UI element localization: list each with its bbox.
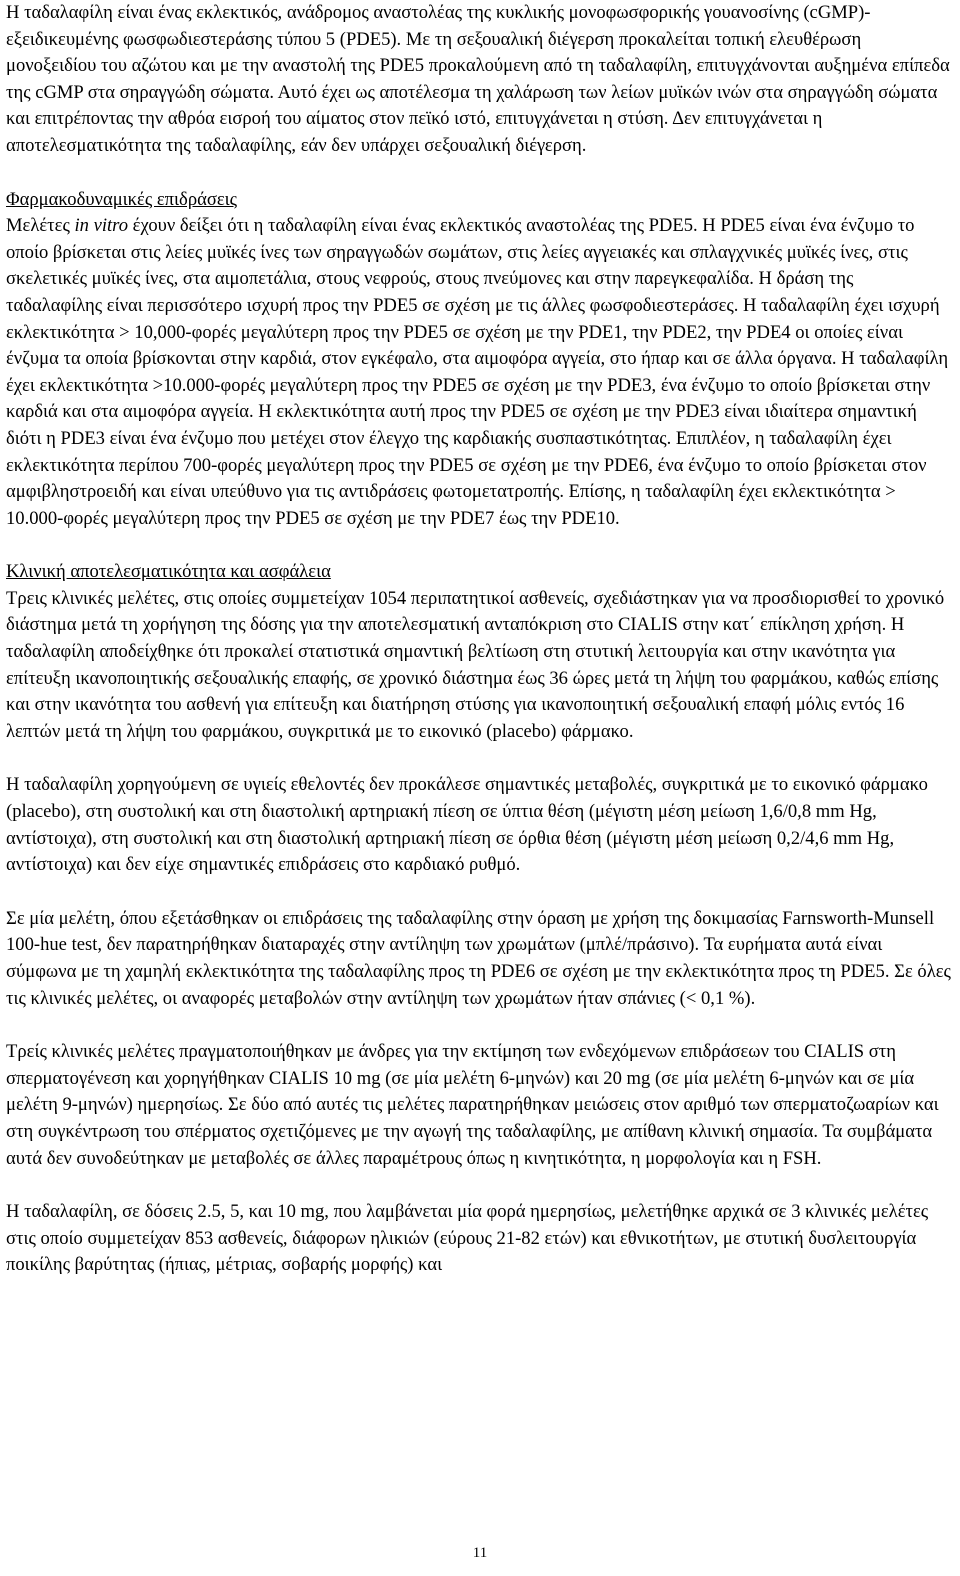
pharmacodynamics-text-rest: έχουν δείξει ότι η ταδαλαφίλη είναι ένας εκλεκτικός αναστολέας της PDE5. Η PDE5 είναι ένα ένζυμο το οποίο βρίσκεται στις λείες μυϊκές ίνες των σηραγγωδών σωμάτων, στις λείες αγγειακές και σπλαγχνικές μυϊκές ίνες, στις σκελετικές μυϊκές ίνες, στα αιμοπετάλια, στους νεφρούς, στους πνεύμονες και στην παρεγκεφαλίδα. Η δράση της ταδαλαφίλης είναι περισσότερο ισχυρή προς την PDE5 σε σχέση με τις άλλες φωσφοδιεστεράσες. Η ταδαλαφίλη έχει ισχυρή εκλεκτικότητα > 10,000-φορές μεγαλύτερη προς την PDE5 σε σχέση με την PDE1, την PDE2, την PDE4 οι οποίες είναι ένζυμα τα οποία βρίσκονται στην καρδιά, στον εγκέφαλο, στα αιμοφόρα αγγεία, στο ήπαρ και σε άλλα όργανα. Η ταδαλαφίλη έχει εκλεκτικότητα >10.000-φορές μεγαλύτερη προς την PDE5 σε σχέση με την PDE3, ένα ένζυμο το οποίο βρίσκεται στην καρδιά και στα αιμοφόρα αγγεία. Η εκλεκτικότητα αυτή προς την PDE5 σε σχέση με την PDE3 είναι ιδιαίτερα σημαντική διότι η PDE3 είναι ένα ένζυμο που μετέχει στον έλεγχο της καρδιακής συσπαστικότητας. Επιπλέον, η ταδαλαφίλη έχει εκλεκτικότητα περίπου 700-φορές μεγαλύτερη προς την PDE5 σε σχέση με την PDE6, ένα ένζυμο το οποίο βρίσκεται στον αμφιβληστροειδή και είναι υπεύθυνο για τις αντιδράσεις φωτομετατροπής. Επίσης, η ταδαλαφίλη έχει εκλεκτικότητα > 10.000-φορές μεγαλύτερη προς την PDE5 σε σχέση με την PDE7 έως την PDE10.	[6, 215, 949, 529]
pharmacodynamics-heading: Φαρμακοδυναμικές επιδράσεις	[6, 188, 238, 210]
pharmacodynamics-text-start: Μελέτες	[6, 215, 75, 237]
page-number: 11	[472, 1545, 488, 1561]
efficacy-heading: Κλινική αποτελεσματικότητα και ασφάλεια	[6, 561, 331, 583]
efficacy-paragraph: Τρεις κλινικές μελέτες, στις οποίες συμμετείχαν 1054 περιπατητικοί ασθενείς, σχεδιάστηκαν για να προσδιορισθεί το χρονικό διάστημα μετά τη χορήγηση της δόσης για την αποτελεσματική ανταπόκριση στο CIALIS στην κατ΄ επίκληση χρήση. Η ταδαλαφίλη αποδείχθηκε ότι προκαλεί στατιστικά σημαντική βελτίωση στη στυτική λειτουργία και στην ικανότητα για επίτευξη ικανοποιητικής σεξουαλικής επαφής, σε χρονικό διάστημα έως 36 ώρες μετά τη λήψη του φαρμάκου, καθώς επίσης και στην ικανότητα του ασθενή για επίτευξη και διατήρηση στύσης για ικανοποιητική σεξουαλική επαφή μόλις εντός 16 λεπτών μετά τη λήψη του φαρμάκου, συγκριτικά με το εικονικό (placebo) φάρμακο.	[6, 587, 945, 742]
intro-paragraph: Η ταδαλαφίλη είναι ένας εκλεκτικός, ανάδρομος αναστολέας της κυκλικής μονοφωσφορικής γουανοσίνης (cGMP)-εξειδικευμένης φωσφωδιεστεράσης τύπου 5 (PDE5). Με τη σεξουαλική διέγερση προκαλείται τοπική ελευθέρωση μονοξειδίου του αζώτου και με την αναστολή της PDE5 προκαλούμενη από τη ταδαλαφίλη, επιτυγχάνονται αυξημένα επίπεδα της cGMP στα σηραγγώδη σώματα. Αυτό έχει ως αποτέλεσμα τη χαλάρωση των λείων μυϊκών ινών στα σηραγγώδη σώματα και επιτρέποντας την αθρόα εισροή του αίματος στον πεϊκό ιστό, επιτυγχάνεται η στύση. Δεν επιτυγχάνεται η αποτελεσματικότητα της ταδαλαφίλης, εάν δεν υπάρχει σεξουαλική διέγερση.	[6, 2, 950, 156]
document-page	[6, 0, 954, 1279]
pharmacodynamics-paragraph	[6, 213, 954, 532]
in-vitro-term: in vitro	[74, 215, 129, 237]
blood-pressure-paragraph: Η ταδαλαφίλη χορηγούμενη σε υγιείς εθελοντές δεν προκάλεσε σημαντικές μεταβολές, συγκριτικά με το εικονικό φάρμακο (placebo), στη συστολική και στη διαστολική αρτηριακή πίεση σε ύπτια θέση (μέγιστη μέση μείωση 1,6/0,8 mm Hg, αντίστοιχα), στη συστολική και στη διαστολική αρτηριακή πίεση σε όρθια θέση (μέγιστη μέση μείωση 0,2/4,6 mm Hg, αντίστοιχα) και δεν είχε σημαντικές επιδράσεις στο καρδιακό ρυθμό.	[6, 774, 928, 876]
daily-dose-paragraph: Η ταδαλαφίλη, σε δόσεις 2.5, 5, και 10 mg, που λαμβάνεται μία φορά ημερησίως, μελετήθηκε αρχικά σε 3 κλινικές μελέτες στις οποίο συμμετείχαν 853 ασθενείς, διάφορων ηλικιών (εύρους 21-82 ετών) και εθνικοτήτων, με στυτική δυσλειτουργία ποικίλης βαρύτητας (ήπιας, μέτριας, σοβαρής μορφής) και	[6, 1201, 929, 1276]
spermatogenesis-paragraph: Τρείς κλινικές μελέτες πραγματοποιήθηκαν με άνδρες για την εκτίμηση των ενδεχόμενων επιδράσεων του CIALIS στη σπερματογένεση και χορηγήθηκαν CIALIS 10 mg (σε μία μελέτη 6-μηνών) και 20 mg (σε μία μελέτη 6-μηνών και σε μία μελέτη 9-μηνών) ημερησίως. Σε δύο από αυτές τις μελέτες παρατηρήθηκαν μειώσεις στον αριθμό των σπερματοζωαρίων και στη συγκέντρωση του σπέρματος σχετιζόμενες με την αγωγή της ταδαλαφίλης, με απίθανη κλινική σημασία. Τα συμβάματα αυτά δεν συνοδεύτηκαν με μεταβολές σε άλλες παραμέτρους όπως η κινητικότητα, η μορφολογία και η FSH.	[6, 1041, 939, 1169]
vision-paragraph: Σε μία μελέτη, όπου εξετάσθηκαν οι επιδράσεις της ταδαλαφίλης στην όραση με χρήση της δοκιμασίας Farnsworth-Munsell 100-hue test, δεν παρατηρήθηκαν διαταραχές στην αντίληψη των χρωμάτων (μπλέ/πράσινο). Τα ευρήματα αυτά είναι σύμφωνα με τη χαμηλή εκλεκτικότητα της ταδαλαφίλης προς τη PDE6 σε σχέση με την εκλεκτικότητα προς τη PDE5. Σε όλες τις κλινικές μελέτες, οι αναφορές μεταβολών στην αντίληψη των χρωμάτων ήταν σπάνιες (< 0,1 %).	[6, 907, 951, 1009]
